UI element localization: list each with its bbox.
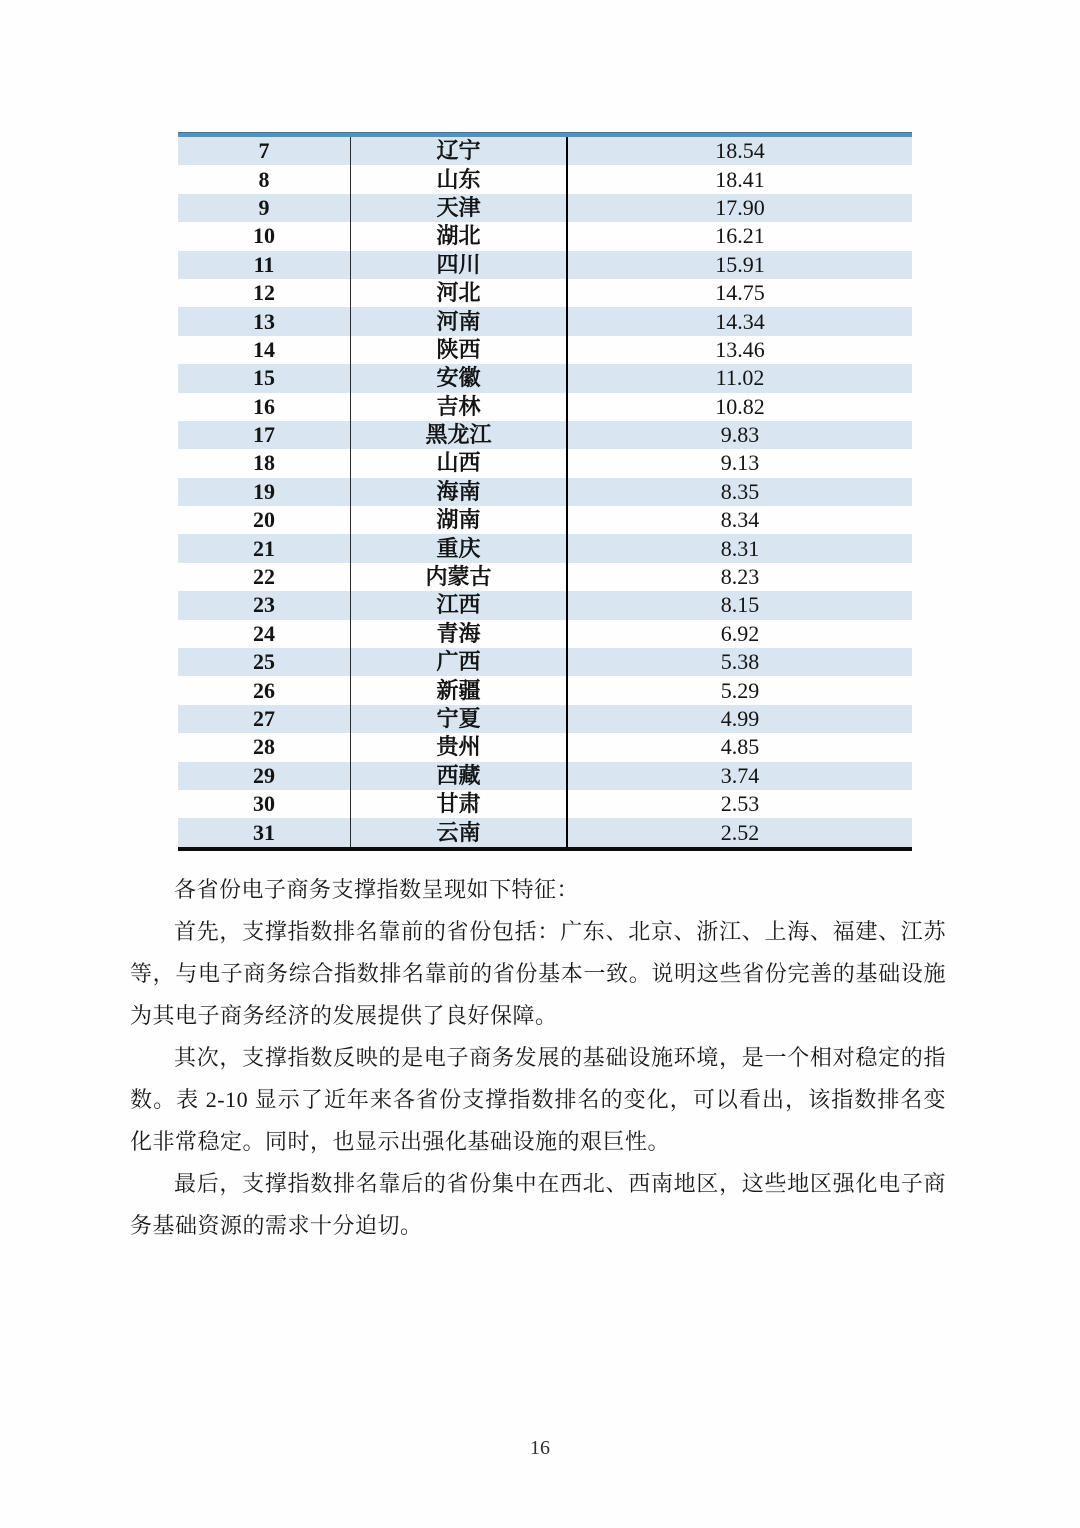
province-cell: 江西: [351, 591, 568, 619]
value-cell: 4.85: [720, 734, 760, 760]
province-cell: 海南: [351, 478, 568, 506]
paragraph-features-intro: 各省份电子商务支撑指数呈现如下特征：: [174, 877, 580, 902]
table-row: [178, 307, 912, 335]
table-row: [178, 194, 912, 222]
rank-cell: 15: [178, 364, 351, 392]
province-cell: 西藏: [351, 762, 568, 790]
rank-cell: 25: [178, 648, 351, 676]
table-row: [178, 648, 912, 676]
value-cell: 17.90: [715, 194, 765, 220]
table-row: [178, 790, 912, 818]
province-cell: 内蒙古: [351, 563, 568, 591]
value-cell: 3.74: [720, 762, 760, 788]
body-text: [130, 869, 946, 1247]
table-row: [178, 251, 912, 279]
province-cell: 湖南: [351, 506, 568, 534]
value-cell: 5.29: [720, 677, 760, 703]
province-index-table: [178, 133, 912, 851]
paragraph-first-point: 首先，支撑指数排名靠前的省份包括：广东、北京、浙江、上海、福建、江苏等，与电子商务综合指数排名靠前的省份基本一致。说明这些省份完善的基础设施为其电子商务经济的发展提供了良好保障。: [130, 919, 946, 1028]
province-cell: 甘肃: [351, 790, 568, 818]
rank-cell: 31: [178, 818, 351, 848]
table-row: [178, 449, 912, 477]
rank-cell: 21: [178, 534, 351, 562]
value-cell: 8.35: [720, 478, 760, 504]
province-cell: 黑龙江: [351, 421, 568, 449]
province-cell: 云南: [351, 818, 568, 848]
table-row: [178, 364, 912, 392]
province-cell: 贵州: [351, 733, 568, 761]
table-row: [178, 393, 912, 421]
province-cell: 天津: [351, 194, 568, 222]
rank-cell: 20: [178, 506, 351, 534]
province-cell: 广西: [351, 648, 568, 676]
value-cell: 9.83: [720, 422, 760, 448]
value-cell: 5.38: [720, 649, 760, 675]
rank-cell: 13: [178, 307, 351, 335]
table-row: [178, 222, 912, 250]
value-cell: 8.15: [720, 592, 760, 618]
rank-cell: 7: [178, 135, 351, 165]
rank-cell: 8: [178, 165, 351, 193]
province-cell: 河北: [351, 279, 568, 307]
value-cell: 13.46: [715, 336, 765, 362]
paragraph-second-point: 其次，支撑指数反映的是电子商务发展的基础设施环境，是一个相对稳定的指数。表 2-10 显示了近年来各省份支撑指数排名的变化，可以看出，该指数排名变化非常稳定。同时，也显示出强化基础设施的艰巨性。: [130, 1045, 946, 1154]
rank-cell: 12: [178, 279, 351, 307]
rank-cell: 29: [178, 762, 351, 790]
value-cell: 16.21: [715, 223, 765, 249]
value-cell: 8.23: [720, 564, 760, 590]
table-row: [178, 421, 912, 449]
rank-cell: 14: [178, 336, 351, 364]
province-cell: 青海: [351, 620, 568, 648]
province-cell: 宁夏: [351, 705, 568, 733]
table-row: [178, 534, 912, 562]
rank-cell: 23: [178, 591, 351, 619]
value-cell: 14.75: [715, 280, 765, 306]
table-row: [178, 336, 912, 364]
table-row: [178, 478, 912, 506]
rank-cell: 17: [178, 421, 351, 449]
value-cell: 18.54: [715, 138, 765, 164]
table-row: [178, 165, 912, 193]
table-row: [178, 563, 912, 591]
table-row: [178, 135, 912, 165]
value-cell: 2.52: [720, 819, 760, 845]
province-cell: 辽宁: [351, 135, 568, 165]
value-cell: 8.31: [720, 535, 760, 561]
table-body: [178, 135, 912, 849]
province-cell: 四川: [351, 251, 568, 279]
rank-cell: 24: [178, 620, 351, 648]
table-row: [178, 705, 912, 733]
province-cell: 安徽: [351, 364, 568, 392]
table-row: [178, 620, 912, 648]
table-row: [178, 279, 912, 307]
rank-cell: 26: [178, 676, 351, 704]
rank-cell: 30: [178, 790, 351, 818]
page-number: 16: [530, 1437, 550, 1459]
province-cell: 湖北: [351, 222, 568, 250]
table-row: [178, 818, 912, 848]
value-cell: 8.34: [720, 507, 760, 533]
value-cell: 11.02: [715, 365, 765, 391]
province-cell: 山西: [351, 449, 568, 477]
rank-cell: 18: [178, 449, 351, 477]
rank-cell: 22: [178, 563, 351, 591]
rank-cell: 10: [178, 222, 351, 250]
rank-cell: 16: [178, 393, 351, 421]
rank-cell: 27: [178, 705, 351, 733]
value-cell: 14.34: [715, 308, 765, 334]
province-cell: 河南: [351, 307, 568, 335]
table-row: [178, 506, 912, 534]
value-cell: 15.91: [715, 251, 765, 277]
rank-cell: 9: [178, 194, 351, 222]
value-cell: 9.13: [720, 450, 760, 476]
rank-cell: 28: [178, 733, 351, 761]
province-cell: 山东: [351, 165, 568, 193]
table-row: [178, 676, 912, 704]
value-cell: 4.99: [720, 706, 760, 731]
province-cell: 陕西: [351, 336, 568, 364]
rank-cell: 19: [178, 478, 351, 506]
value-cell: 2.53: [720, 791, 760, 817]
table-row: [178, 733, 912, 761]
province-cell: 吉林: [351, 393, 568, 421]
table-row: [178, 591, 912, 619]
value-cell: 18.41: [715, 166, 765, 192]
province-cell: 新疆: [351, 676, 568, 704]
table-row: [178, 762, 912, 790]
value-cell: 6.92: [720, 620, 760, 646]
province-cell: 重庆: [351, 534, 568, 562]
paragraph-third-point: 最后，支撑指数排名靠后的省份集中在西北、西南地区，这些地区强化电子商务基础资源的需求十分迫切。: [130, 1171, 946, 1238]
value-cell: 10.82: [715, 393, 765, 419]
rank-cell: 11: [178, 251, 351, 279]
